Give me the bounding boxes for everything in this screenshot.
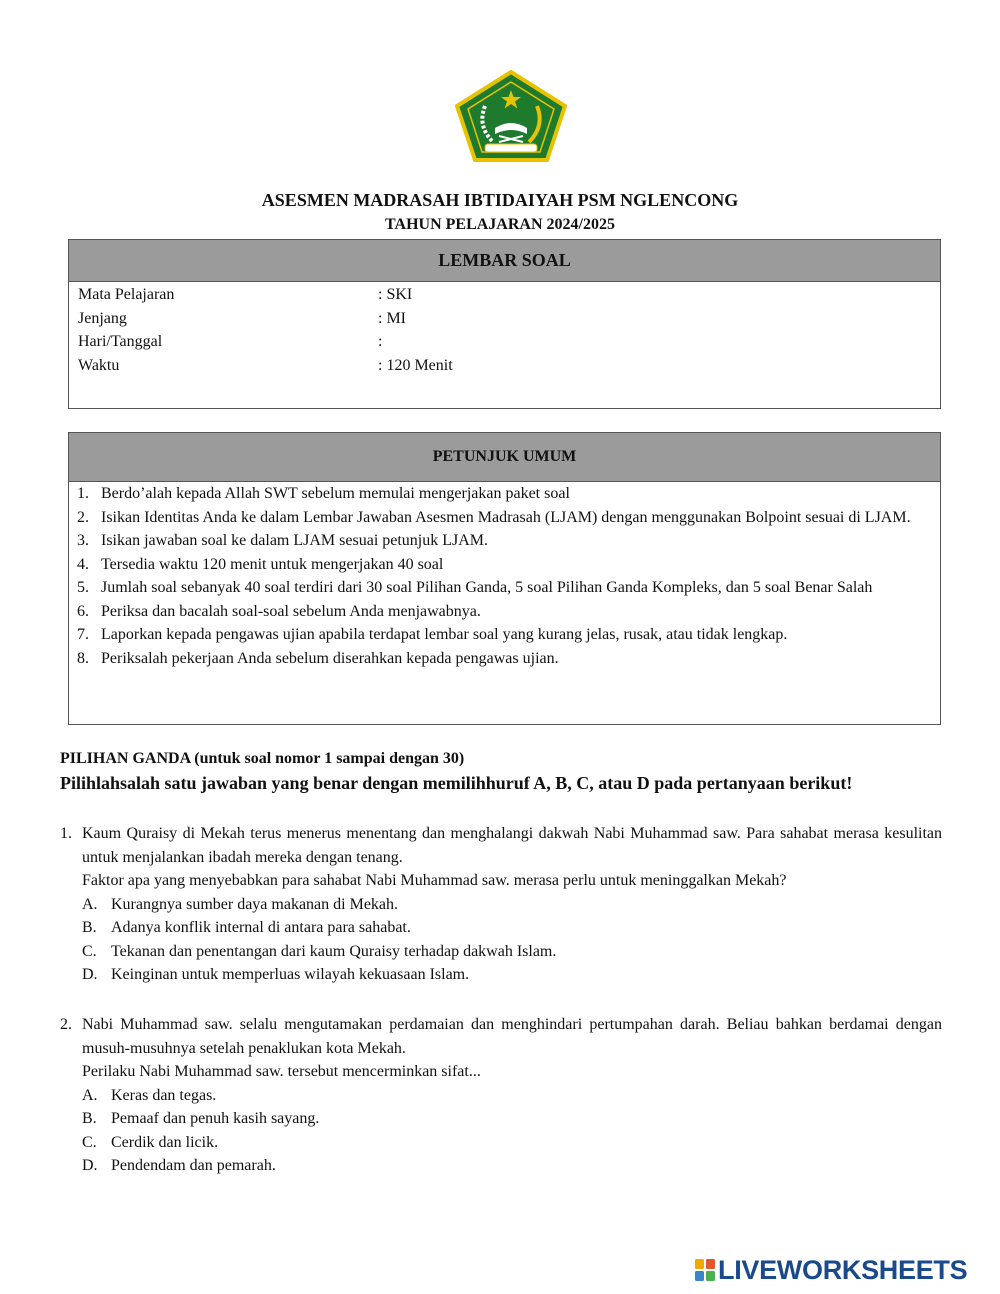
brand-name: LIVEWORKSHEETS — [718, 1254, 968, 1285]
sheet-info-box — [68, 239, 941, 409]
option-letter: A. — [82, 895, 98, 913]
option-letter: C. — [82, 1133, 97, 1151]
option-text: Keinginan untuk memperluas wilayah kekuasaan Islam. — [111, 966, 470, 983]
option-a[interactable] — [60, 893, 942, 917]
instruction-text: Laporkan kepada pengawas ujian apabila terdapat lembar soal yang kurang jelas, rusak, atau tidak lengkap. — [101, 626, 788, 643]
instructions-box — [68, 432, 941, 725]
instruction-number: 7. — [77, 626, 89, 643]
info-label: Hari/Tanggal — [78, 333, 163, 350]
option-a[interactable] — [60, 1084, 942, 1108]
option-b[interactable] — [60, 916, 942, 940]
liveworksheets-logo-icon — [694, 1258, 716, 1282]
info-row — [78, 354, 940, 378]
question-stem-text: Kaum Quraisy di Mekah terus menerus menentang dan menghalangi dakwah Nabi Muhammad saw. Para sahabat merasa kesulitan untuk menjalankan ibadah mereka dengan tenang. — [82, 825, 942, 866]
instruction-item — [69, 600, 940, 624]
instruction-text: Isikan Identitas Anda ke dalam Lembar Jawaban Asesmen Madrasah (LJAM) dengan menggunakan Bolpoint sesuai di LJAM. — [101, 508, 911, 526]
instruction-text: Jumlah soal sebanyak 40 soal terdiri dari 30 soal Pilihan Ganda, 5 soal Pilihan Ganda Kompleks, dan 5 soal Benar Salah — [101, 579, 873, 596]
option-text: Pendendam dan pemarah. — [111, 1157, 276, 1174]
sheet-heading: LEMBAR SOAL — [69, 240, 940, 282]
option-d[interactable] — [60, 1154, 942, 1178]
info-label: Waktu — [78, 356, 120, 374]
info-label: Jenjang — [78, 309, 127, 327]
instruction-number: 6. — [77, 602, 89, 620]
option-b[interactable] — [60, 1107, 942, 1131]
instruction-number: 3. — [77, 532, 89, 549]
question-stem — [60, 1013, 942, 1060]
academic-year: TAHUN PELAJARAN 2024/2025 — [385, 216, 615, 233]
question-number: 2. — [60, 1016, 72, 1033]
info-value: : MI — [378, 309, 406, 327]
option-text: Cerdik dan licik. — [111, 1133, 219, 1151]
info-label: Mata Pelajaran — [78, 286, 175, 303]
instruction-number: 8. — [77, 649, 89, 667]
option-text: Pemaaf dan penuh kasih sayang. — [111, 1110, 320, 1127]
info-row — [78, 283, 940, 307]
option-text: Keras dan tegas. — [111, 1086, 217, 1104]
kemenag-emblem-icon — [455, 70, 567, 162]
instruction-text: Tersedia waktu 120 menit untuk mengerjakan 40 soal — [101, 555, 444, 573]
info-value: : 120 Menit — [378, 356, 453, 374]
info-row — [78, 330, 940, 354]
option-text: Adanya konflik internal di antara para sahabat. — [111, 919, 411, 936]
sheet-info-list — [69, 282, 940, 377]
info-value: : — [378, 333, 383, 350]
option-text: Tekanan dan penentangan dari kaum Quraisy terhadap dakwah Islam. — [111, 942, 557, 960]
option-text: Kurangnya sumber daya makanan di Mekah. — [111, 895, 399, 913]
instruction-number: 5. — [77, 579, 89, 596]
instruction-text: Isikan jawaban soal ke dalam LJAM sesuai petunjuk LJAM. — [101, 532, 489, 549]
option-d[interactable] — [60, 963, 942, 987]
instruction-text: Periksalah pekerjaan Anda sebelum diserahkan kepada pengawas ujian. — [101, 649, 559, 667]
option-letter: A. — [82, 1086, 98, 1104]
question-number: 1. — [60, 825, 72, 842]
instruction-number: 4. — [77, 555, 89, 573]
question-2 — [60, 1013, 942, 1178]
liveworksheets-brand[interactable] — [694, 1256, 967, 1284]
info-row — [78, 307, 940, 331]
instruction-item — [69, 623, 940, 647]
instruction-item — [69, 576, 940, 600]
instruction-number: 1. — [77, 485, 89, 502]
instructions-heading: PETUNJUK UMUM — [69, 433, 940, 482]
option-letter: B. — [82, 919, 97, 936]
exam-title: ASESMEN MADRASAH IBTIDAIYAH PSM NGLENCONG — [261, 190, 739, 210]
instruction-item — [69, 529, 940, 553]
instruction-text: Periksa dan bacalah soal-soal sebelum Anda menjawabnya. — [101, 602, 481, 620]
option-c[interactable] — [60, 1131, 942, 1155]
option-c[interactable] — [60, 940, 942, 964]
option-letter: B. — [82, 1110, 97, 1127]
instruction-text: Berdo’alah kepada Allah SWT sebelum memulai mengerjakan paket soal — [101, 485, 570, 502]
instruction-item — [69, 553, 940, 577]
question-prompt: Faktor apa yang menyebabkan para sahabat Nabi Muhammad saw. merasa perlu untuk meninggalkan Mekah? — [82, 872, 787, 889]
question-stem — [60, 822, 942, 869]
instruction-number: 2. — [77, 508, 89, 526]
instructions-list — [69, 482, 940, 670]
option-letter: D. — [82, 1157, 98, 1174]
section-title: PILIHAN GANDA (untuk soal nomor 1 sampai dengan 30) — [60, 750, 465, 767]
instruction-item — [69, 647, 940, 671]
info-value: : SKI — [378, 286, 413, 303]
option-letter: C. — [82, 942, 97, 960]
option-letter: D. — [82, 966, 98, 983]
section-instruction: Pilihlahsalah satu jawaban yang benar dengan memilihhuruf A, B, C, atau D pada pertanyaan berikut! — [60, 773, 853, 793]
instruction-item — [69, 482, 940, 506]
question-prompt: Perilaku Nabi Muhammad saw. tersebut mencerminkan sifat... — [82, 1063, 481, 1080]
question-1 — [60, 822, 942, 987]
instruction-item — [69, 506, 940, 530]
question-stem-text: Nabi Muhammad saw. selalu mengutamakan perdamaian dan menghindari pertumpahan darah. Beliau bahkan berdamai dengan musuh-musuhnya setelah penaklukan kota Mekah. — [82, 1016, 942, 1057]
